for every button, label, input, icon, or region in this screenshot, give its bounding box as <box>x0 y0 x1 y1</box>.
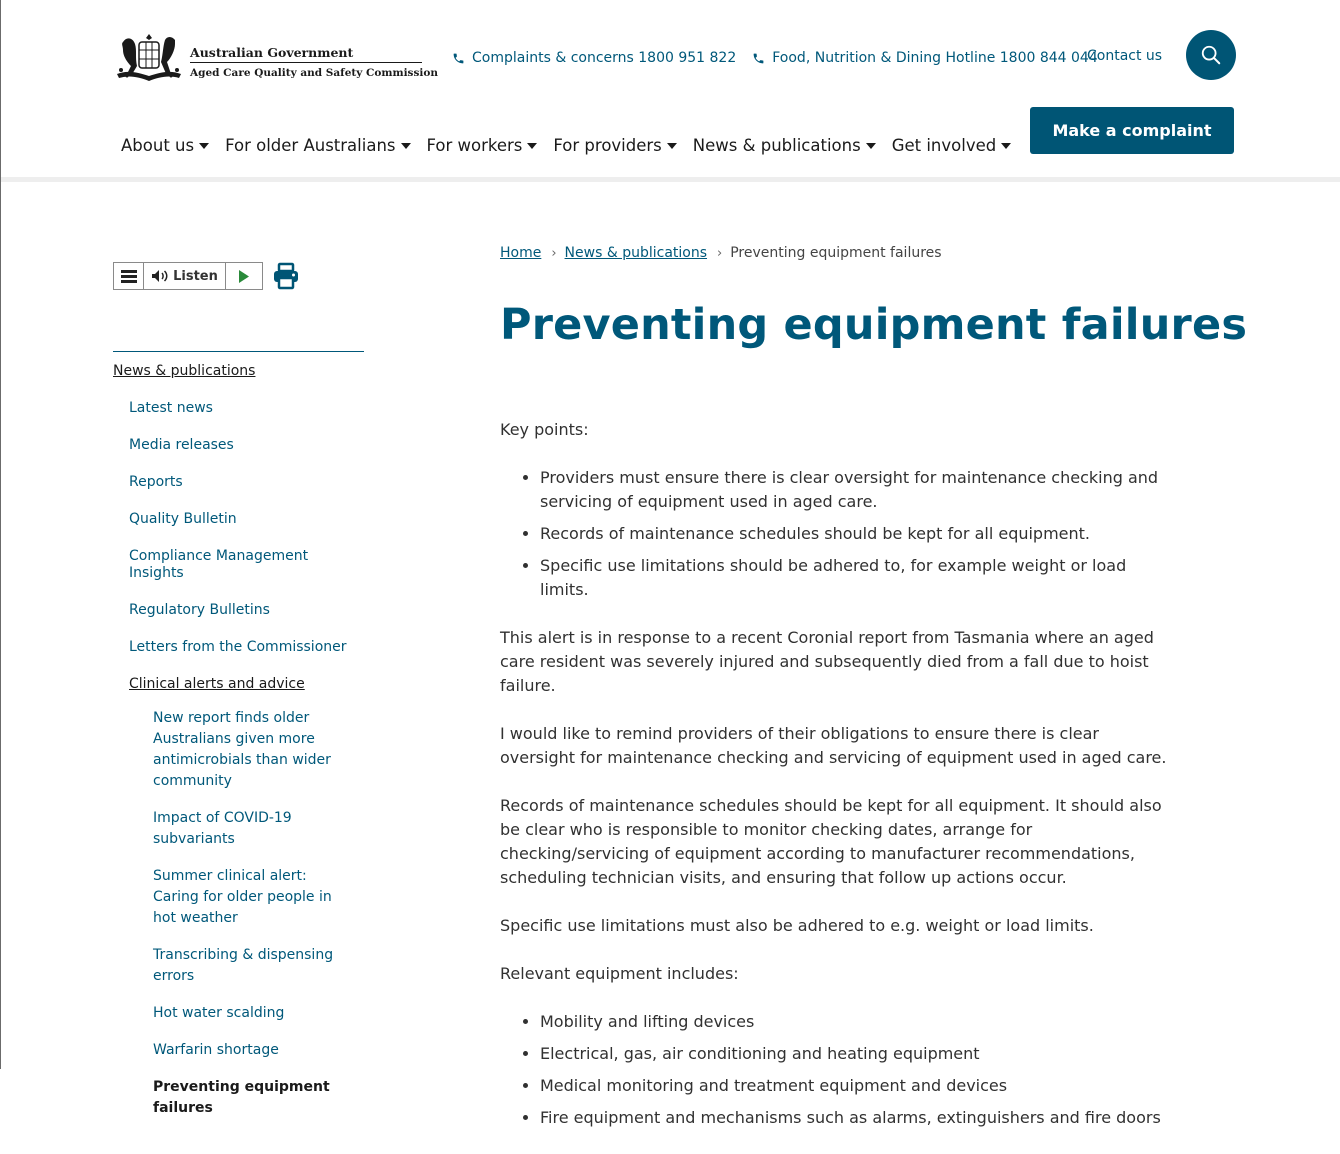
caret-down-icon <box>199 143 209 149</box>
paragraph: Specific use limitations must also be adhered to e.g. weight or load limits. <box>500 916 1094 935</box>
caret-down-icon <box>667 143 677 149</box>
caret-down-icon <box>1001 143 1011 149</box>
utility-links <box>452 48 1114 68</box>
list-item: • Medical monitoring and treatment equipment and devices <box>540 1074 1170 1098</box>
listen-play-button[interactable] <box>226 263 262 289</box>
caret-down-icon <box>866 143 876 149</box>
sidenav-item-media-releases[interactable]: Media releases <box>129 437 234 453</box>
listen-menu-button[interactable] <box>114 263 144 289</box>
printer-icon <box>272 262 300 290</box>
sidenav-subitem-summer-alert[interactable]: Summer clinical alert: Caring for older people in hot weather <box>153 868 332 926</box>
list-item: • Providers must ensure there is clear oversight for maintenance checking and servicing of equipment used in aged care. <box>540 466 1170 514</box>
nav-label: For older Australians <box>225 135 396 155</box>
search-icon <box>1200 44 1222 66</box>
breadcrumb-home-link[interactable]: Home <box>500 245 542 261</box>
paragraph: This alert is in response to a recent Coronial report from Tasmania where an aged care resident was severely injured and subsequently died from a fall due to hoist failure. <box>500 628 1154 695</box>
breadcrumb <box>500 245 942 261</box>
search-button[interactable] <box>1186 30 1236 80</box>
site-header <box>1 0 1340 177</box>
nav-news-publications[interactable] <box>685 108 884 182</box>
equipment-heading: Relevant equipment includes: <box>500 964 739 983</box>
nav-for-workers[interactable] <box>419 108 546 182</box>
phone-icon <box>752 52 765 65</box>
coat-of-arms-icon <box>113 30 185 86</box>
sidenav-item-latest-news[interactable]: Latest news <box>129 400 213 416</box>
caret-down-icon <box>401 143 411 149</box>
complaints-phone-label: Complaints & concerns 1800 951 822 <box>472 50 737 66</box>
paragraph: I would like to remind providers of their obligations to ensure there is clear oversight for maintenance checking and servicing of equipment used in aged care. <box>500 724 1167 767</box>
list-item: • Records of maintenance schedules should be kept for all equipment. <box>540 522 1170 546</box>
sidenav-item-reports[interactable]: Reports <box>129 474 183 490</box>
play-icon <box>238 270 250 283</box>
sidenav-parent-link[interactable]: News & publications <box>113 363 256 379</box>
main-navigation <box>113 108 1019 182</box>
listen-button[interactable] <box>144 263 226 289</box>
complaints-phone-link[interactable] <box>452 50 736 66</box>
nav-for-older-australians[interactable] <box>217 108 418 182</box>
nav-for-providers[interactable] <box>545 108 684 182</box>
list-item: • Electrical, gas, air conditioning and heating equipment <box>540 1042 1170 1066</box>
logo-government-name: Australian Government <box>190 45 422 63</box>
phone-icon <box>452 52 465 65</box>
sidenav-subitem-covid-subvariants[interactable]: Impact of COVID-19 subvariants <box>153 810 292 847</box>
logo-commission-name: Aged Care Quality and Safety Commission <box>190 67 439 79</box>
sidenav-item-letters-commissioner[interactable]: Letters from the Commissioner <box>129 639 347 655</box>
nav-about-us[interactable] <box>113 108 217 182</box>
speaker-icon <box>151 269 169 283</box>
caret-down-icon <box>527 143 537 149</box>
paragraph: Records of maintenance schedules should be kept for all equipment. It should also be clear who is responsible to monitor checking dates, arrange for checking/servicing of equipment according to manufacturer recommendations, scheduling technician visits, and ensuring that follow up actions occur. <box>500 796 1162 887</box>
nav-label: News & publications <box>692 135 861 155</box>
nav-get-involved[interactable] <box>884 108 1020 182</box>
section-navigation <box>113 351 364 1119</box>
print-button[interactable] <box>272 262 300 290</box>
contact-us-link[interactable]: Contact us <box>1087 48 1163 64</box>
listen-label: Listen <box>173 268 218 284</box>
hotline-phone-label: Food, Nutrition & Dining Hotline 1800 844 044 <box>772 50 1098 66</box>
make-a-complaint-button[interactable]: Make a complaint <box>1030 107 1234 154</box>
site-logo[interactable] <box>113 30 439 88</box>
menu-icon <box>121 270 137 283</box>
sidenav-subitem-preventing-equipment[interactable]: Preventing equipment failures <box>153 1079 330 1116</box>
nav-label: For providers <box>553 135 662 155</box>
list-item: • Specific use limitations should be adhered to, for example weight or load limits. <box>540 554 1170 602</box>
list-item: • Fire equipment and mechanisms such as alarms, extinguishers and fire doors <box>540 1106 1170 1130</box>
key-points-heading: Key points: <box>500 420 589 439</box>
nav-label: Get involved <box>891 135 997 155</box>
readspeaker-listen-bar <box>113 262 263 290</box>
hotline-phone-link[interactable] <box>752 50 1098 66</box>
breadcrumb-section-link[interactable]: News & publications <box>564 245 708 261</box>
page-title: Preventing equipment failures <box>500 300 1248 350</box>
equipment-list <box>500 1010 1170 1130</box>
sidenav-item-quality-bulletin[interactable]: Quality Bulletin <box>129 511 237 527</box>
nav-label: About us <box>121 135 195 155</box>
breadcrumb-current: Preventing equipment failures <box>730 245 942 261</box>
sidenav-item-clinical-alerts[interactable]: Clinical alerts and advice <box>129 676 305 692</box>
article-body <box>500 418 1170 1154</box>
sidenav-subitem-warfarin-shortage[interactable]: Warfarin shortage <box>153 1042 279 1058</box>
chevron-right-icon: › <box>551 245 557 261</box>
list-item: • Mobility and lifting devices <box>540 1010 1170 1034</box>
sidenav-subitem-hot-water-scalding[interactable]: Hot water scalding <box>153 1005 285 1021</box>
key-points-list <box>500 466 1170 602</box>
chevron-right-icon: › <box>717 245 723 261</box>
sidenav-subitem-antimicrobials[interactable]: New report finds older Australians given more antimicrobials than wider community <box>153 710 331 789</box>
header-divider <box>1 177 1340 182</box>
nav-label: For workers <box>426 135 523 155</box>
sidenav-subitem-transcribing-errors[interactable]: Transcribing & dispensing errors <box>153 947 334 984</box>
sidenav-item-regulatory-bulletins[interactable]: Regulatory Bulletins <box>129 602 270 618</box>
sidenav-item-compliance-insights[interactable]: Compliance Management Insights <box>129 548 309 581</box>
